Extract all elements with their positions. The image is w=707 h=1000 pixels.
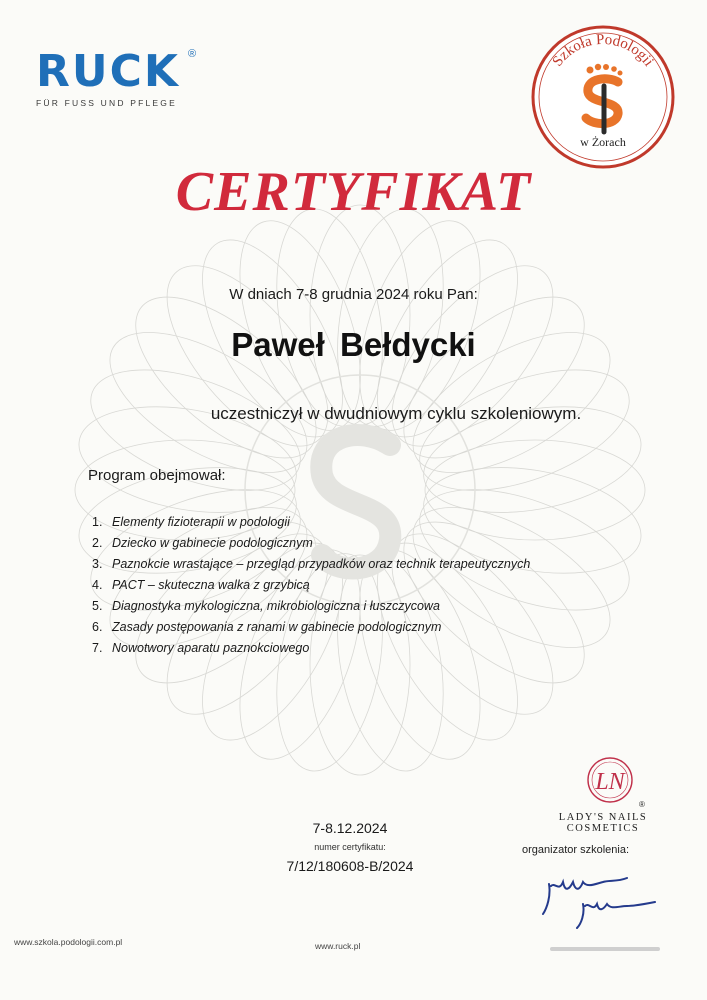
guilloche-loop [322,201,459,435]
program-item: 3. Paznokcie wrastające – przegląd przypadków oraz technik terapeutycznych [92,557,531,571]
ln-monogram: LN [595,769,625,795]
ruck-wordmark: RUCK [36,46,180,97]
ln-registered-mark: ® [639,800,645,809]
program-heading: Program obejmował: [88,467,226,484]
guilloche-watermark [60,190,660,790]
program-item: 2. Dziecko w gabinecie podologicznym [92,536,313,550]
seal-text-top: Szkoła Podologii [549,31,657,70]
certificate-date: 7-8.12.2024 [312,820,388,836]
program-item: 4. PACT – skuteczna walka z grzybicą [92,578,310,592]
program-item: 1. Elementy fizioterapii w podologii [92,515,290,529]
guilloche-loop [75,346,316,515]
certificate-number-label: numer certyfikatu: [314,842,386,852]
certificate-number: 7/12/180608-B/2024 [286,858,414,874]
footer-school-url: www.szkola.podologii.com.pl [14,937,123,947]
dates-line: W dniach 7-8 grudnia 2024 roku Pan: [229,286,478,303]
handwritten-signature [535,862,665,932]
recipient-name: Paweł Bełdycki [231,326,476,363]
ladys-nails-brand [538,812,668,834]
certificate-title: CERTYFIKAT [175,161,532,223]
footer-faded-url [550,945,670,953]
program-item: 5. Diagnostyka mykologiczna, mikrobiologiczna i łuszczycowa [92,599,440,613]
ln-brand-line1: LADY'S NAILS [558,812,648,823]
program-list [92,512,530,659]
ln-brand-line2: COSMETICS [566,823,640,834]
guilloche-loop [261,201,398,435]
program-item: 6. Zasady postępowania z ranami w gabinecie podologicznym [92,620,442,634]
guilloche-loop [404,346,645,515]
footer-ruck-url: www.ruck.pl [315,941,361,951]
ruck-logo [36,46,197,108]
ruck-registered-mark: ® [188,48,197,60]
seal-text-bottom: w Żorach [580,135,626,149]
guilloche-loop [310,205,410,425]
ruck-tagline: FÜR FUSS UND PFLEGE [36,98,177,108]
school-seal-logo [528,22,678,172]
program-item: 7. Nowotwory aparatu paznokciowego [92,641,310,655]
organizer-label: organizator szkolenia: [522,844,630,856]
participation-statement: uczestniczył w dwudniowym cyklu szkoleniowym. [210,404,582,423]
